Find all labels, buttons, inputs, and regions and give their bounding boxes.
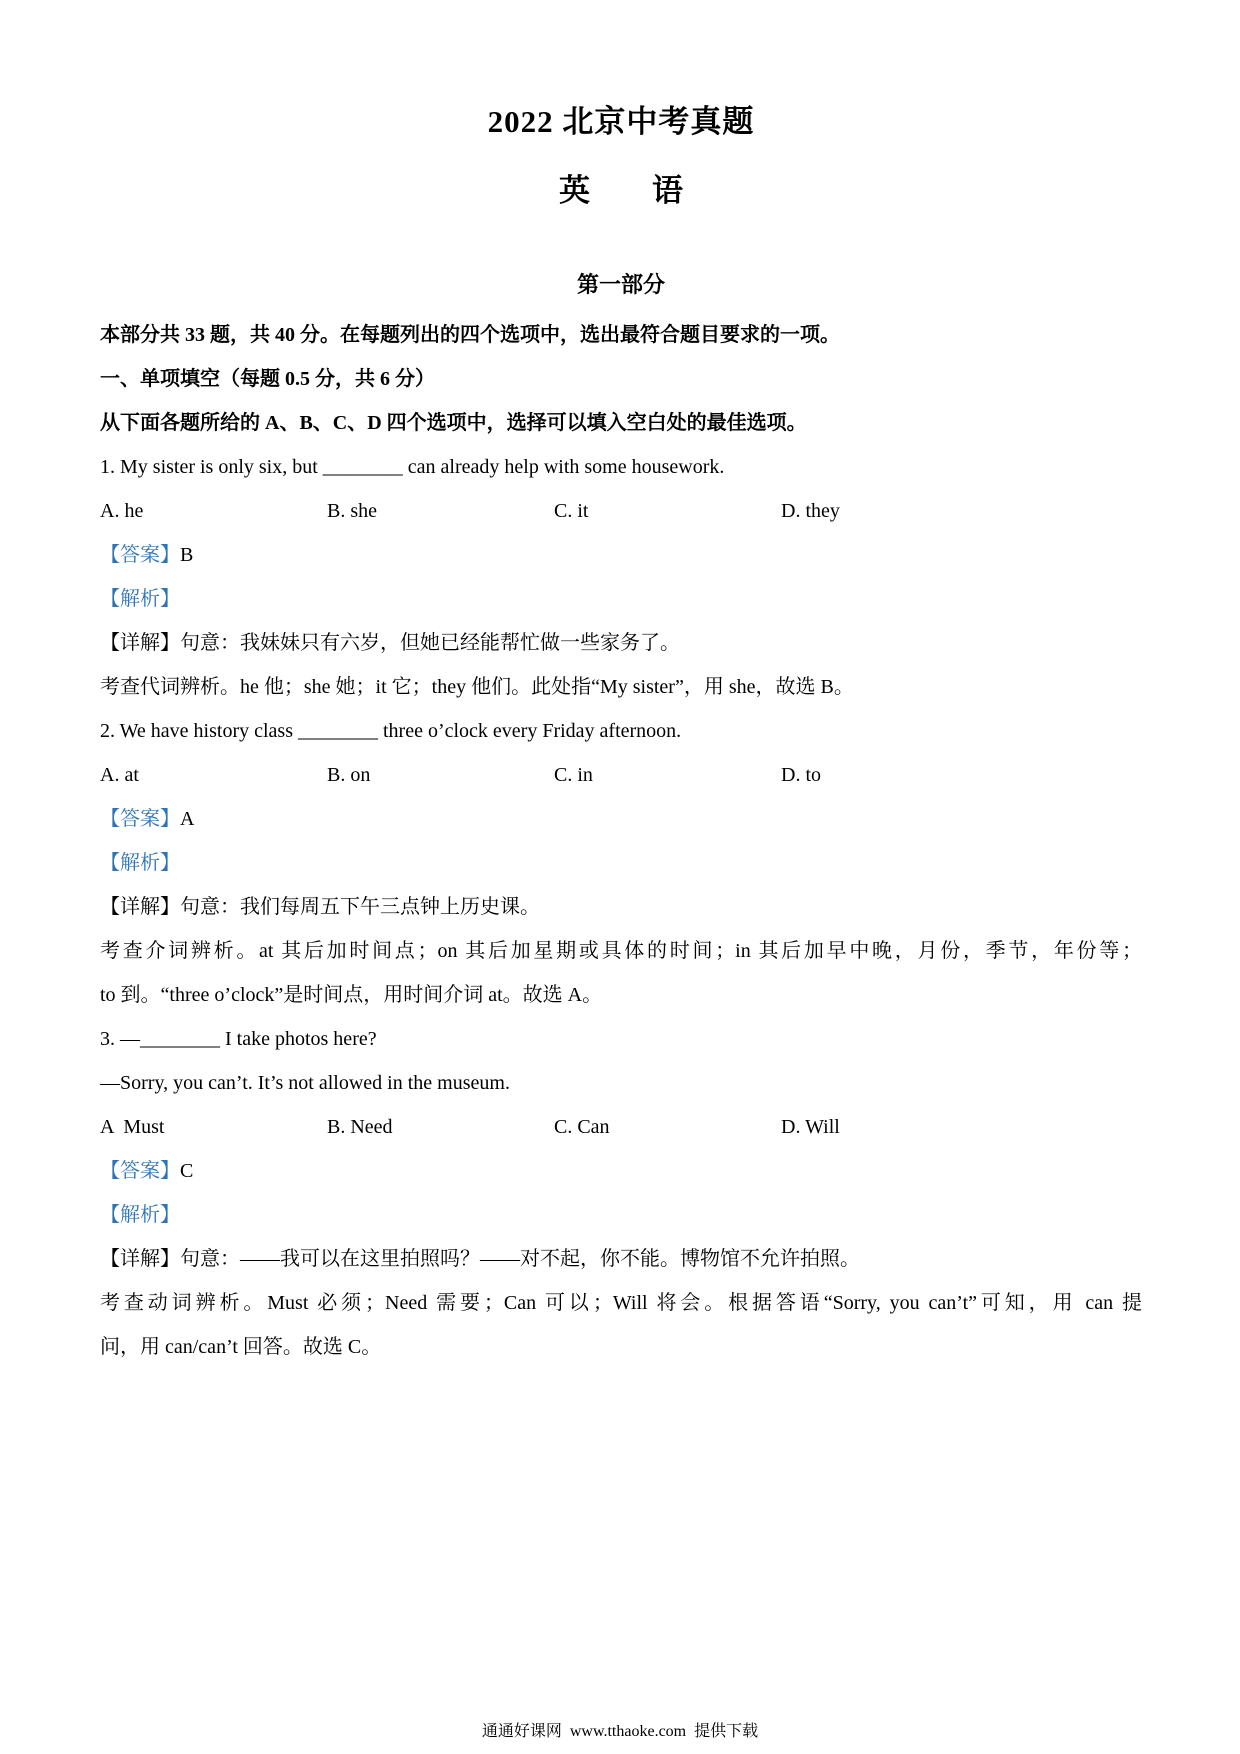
options-row [100, 1115, 1142, 1140]
answer-line [100, 543, 1142, 568]
option-c: C. Can [554, 1116, 610, 1138]
option-a: A. he [100, 500, 144, 522]
options-row [100, 499, 1142, 524]
analysis-line [100, 851, 1142, 876]
option-b: B. she [327, 500, 377, 522]
option-b: B. Need [327, 1116, 393, 1138]
document-content [100, 96, 1142, 1379]
option-d: D. they [781, 500, 840, 522]
answer-label: 【答案】 [100, 808, 180, 830]
question-stem: 3. —________ I take photos here? [100, 1028, 377, 1050]
answer-line [100, 807, 1142, 832]
analysis-label: 【解析】 [100, 852, 180, 874]
answer-label: 【答案】 [100, 1160, 180, 1182]
question-stem: —Sorry, you can’t. It’s not allowed in the museum. [100, 1072, 510, 1094]
option-b: B. on [327, 764, 371, 786]
answer-value: A [180, 808, 195, 830]
option-a: A. at [100, 764, 139, 786]
detail-line: 【详解】句意：——我可以在这里拍照吗？——对不起，你不能。博物馆不允许拍照。 [100, 1248, 860, 1270]
question-block-1 [100, 455, 1142, 700]
section-instruction: 从下面各题所给的 A、B、C、D 四个选项中，选择可以填入空白处的最佳选项。 [100, 412, 807, 434]
part-heading: 第一部分 [576, 272, 665, 297]
analysis-line [100, 587, 1142, 612]
detail-line: 考查介词辨析。at 其后加时间点；on 其后加星期或具体的时间；in 其后加早中晚，月份，季节，年份等； [100, 940, 1142, 962]
option-c: C. it [554, 500, 589, 522]
detail-line: 【详解】句意：我妹妹只有六岁，但她已经能帮忙做一些家务了。 [100, 632, 680, 654]
detail-line: 考查代词辨析。he 他；she 她；it 它；they 他们。此处指“My sister”，用 she，故选 B。 [100, 676, 854, 698]
detail-line: 考查动词辨析。Must 必须；Need 需要；Can 可以；Will 将会。根据答语“Sorry, you can’t”可知，用 can 提 [100, 1292, 1142, 1314]
detail-line: 问，用 can/can’t 回答。故选 C。 [100, 1336, 382, 1358]
option-d: D. to [781, 764, 821, 786]
question-block-3 [100, 1027, 1142, 1360]
options-row [100, 763, 1142, 788]
analysis-label: 【解析】 [100, 1204, 180, 1226]
option-d: D. Will [781, 1116, 840, 1138]
detail-line: 【详解】句意：我们每周五下午三点钟上历史课。 [100, 896, 540, 918]
question-block-2 [100, 719, 1142, 1008]
answer-label: 【答案】 [100, 544, 180, 566]
option-a: A Must [100, 1116, 165, 1138]
part-intro: 本部分共 33 题，共 40 分。在每题列出的四个选项中，选出最符合题目要求的一项。 [100, 324, 840, 346]
answer-line [100, 1159, 1142, 1184]
option-c: C. in [554, 764, 593, 786]
doc-title: 2022 北京中考真题 [487, 104, 755, 139]
analysis-label: 【解析】 [100, 588, 180, 610]
footer-watermark: 通通好课网 www.tthaoke.com 提供下载 [481, 1723, 759, 1740]
doc-subtitle: 英 语 [559, 173, 683, 208]
section-heading: 一、单项填空（每题 0.5 分，共 6 分） [100, 368, 435, 390]
answer-value: B [180, 544, 194, 566]
analysis-line [100, 1203, 1142, 1228]
detail-line: to 到。“three o’clock”是时间点，用时间介词 at。故选 A。 [100, 984, 603, 1006]
question-stem: 2. We have history class ________ three o’clock every Friday afternoon. [100, 720, 682, 742]
question-stem: 1. My sister is only six, but ________ can already help with some housework. [100, 456, 725, 478]
answer-value: C [180, 1160, 194, 1182]
